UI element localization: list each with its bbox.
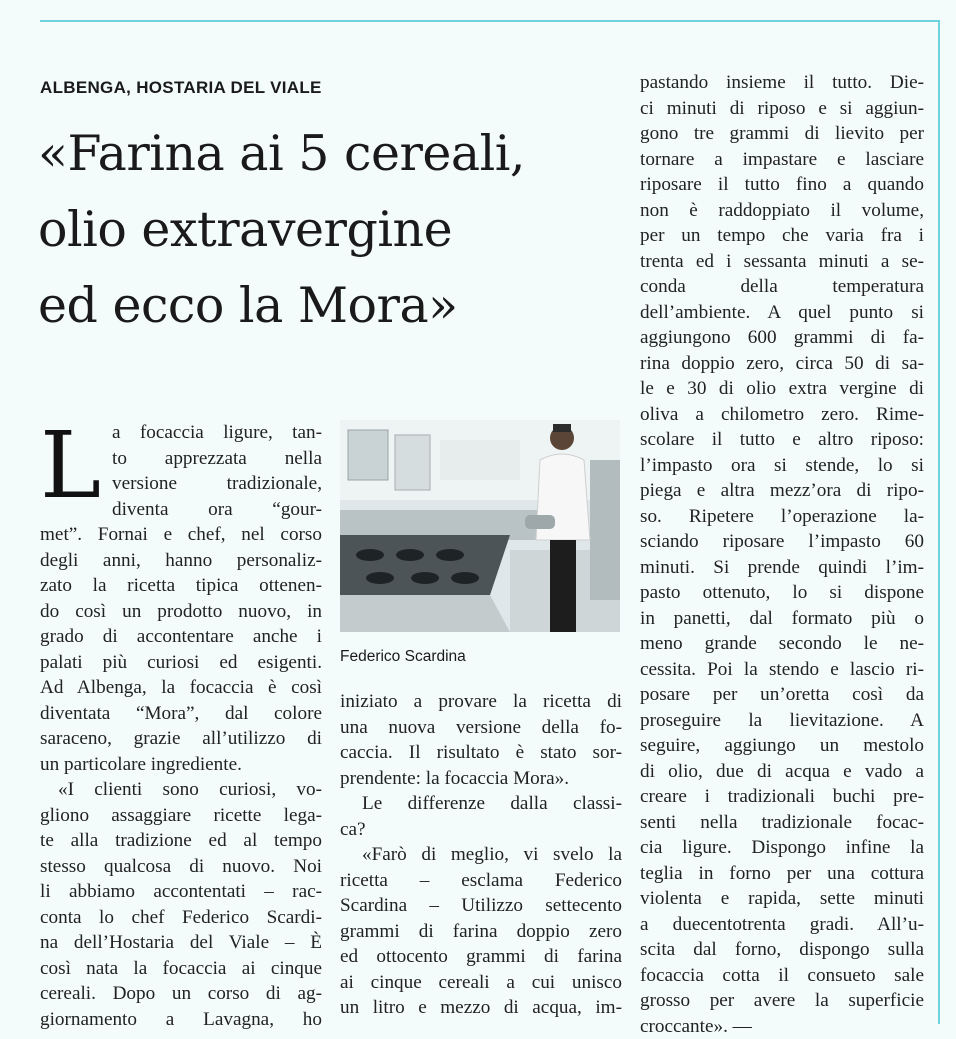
- text-line: Le differenze dalla classi-: [340, 791, 622, 817]
- text-line: li abbiamo accontentati – rac-: [40, 879, 322, 905]
- text-line: seguire, aggiungo un mestolo: [640, 733, 924, 759]
- text-line: l’impasto ora si stende, lo si: [640, 453, 924, 479]
- text-line: gono tre grammi di lievito per: [640, 121, 924, 147]
- text-line: tornare a impastare e lasciare: [640, 147, 924, 173]
- text-line: to apprezzata nella: [40, 446, 322, 472]
- text-line: Scardina – Utilizzo settecento: [340, 893, 622, 919]
- text-line: le e 30 di olio extra vergine di: [640, 376, 924, 402]
- text-line: cia ligure. Dispongo infine la: [640, 835, 924, 861]
- text-line: croccante». —: [640, 1014, 924, 1039]
- text-line: versione tradizionale,: [40, 471, 322, 497]
- kitchen-photo-illustration: [340, 420, 620, 632]
- text-line: na dell’Hostaria del Viale – È: [40, 930, 322, 956]
- text-line: ci minuti di riposo e si aggiun-: [640, 96, 924, 122]
- text-line: caccia. Il risultato è stato sor-: [340, 740, 622, 766]
- text-line: riposare il tutto fino a quando: [640, 172, 924, 198]
- headline-line: olio extravergine: [38, 192, 628, 268]
- text-line: giornamento a Lavagna, ho: [40, 1007, 322, 1033]
- text-line: a duecentotrenta gradi. All’u-: [640, 912, 924, 938]
- article-kicker: ALBENGA, HOSTARIA DEL VIALE: [40, 78, 322, 98]
- text-line: pastando insieme il tutto. Die-: [640, 70, 924, 96]
- text-line: «I clienti sono curiosi, vo-: [40, 777, 322, 803]
- text-line: «Farò di meglio, vi svelo la: [340, 842, 622, 868]
- text-line: rina doppio zero, circa 50 di sa-: [640, 351, 924, 377]
- text-line: iniziato a provare la ricetta di: [340, 689, 622, 715]
- text-line: cereali. Dopo un corso di ag-: [40, 981, 322, 1007]
- text-line: pasto ottenuto, lo si dispone: [640, 580, 924, 606]
- text-line: non è raddoppiato il volume,: [640, 198, 924, 224]
- text-line: così nata la focaccia ai cinque: [40, 956, 322, 982]
- article-column-2: [340, 689, 622, 1021]
- text-line: in panetti, dal formato più o: [640, 606, 924, 632]
- page-frame-top: [40, 20, 940, 22]
- text-line: meno grande secondo le ne-: [640, 631, 924, 657]
- text-line: zato la ricetta tipica ottenen-: [40, 573, 322, 599]
- text-line: dell’ambiente. A quel punto si: [640, 300, 924, 326]
- text-line: scita dal forno, dispongo sulla: [640, 937, 924, 963]
- text-line: cessita. Poi la stendo e lascio ri-: [640, 657, 924, 683]
- text-line: Ad Albenga, la focaccia è così: [40, 675, 322, 701]
- text-line: una nuova versione della fo-: [340, 715, 622, 741]
- text-line: palati più curiosi ed esigenti.: [40, 650, 322, 676]
- text-line: degli anni, hanno personaliz-: [40, 548, 322, 574]
- text-line: a focaccia ligure, tan-: [40, 420, 322, 446]
- text-line: ricetta – esclama Federico: [340, 868, 622, 894]
- text-line: oliva a chilometro zero. Rime-: [640, 402, 924, 428]
- text-line: focaccia cotta il consueto sale: [640, 963, 924, 989]
- text-line: te alla tradizione ed al tempo: [40, 828, 322, 854]
- text-line: met”. Fornai e chef, nel corso: [40, 522, 322, 548]
- text-line: scolare il tutto e altro riposo:: [640, 427, 924, 453]
- headline-line: ed ecco la Mora»: [38, 268, 628, 344]
- photo-caption: Federico Scardina: [340, 648, 466, 666]
- text-line: gliono assaggiare ricette lega-: [40, 803, 322, 829]
- drop-cap: L: [40, 420, 101, 512]
- text-line: ai cinque cereali a cui unisco: [340, 970, 622, 996]
- text-line: prendente: la focaccia Mora».: [340, 766, 622, 792]
- text-line: senti nella tradizionale focac-: [640, 810, 924, 836]
- text-line: un litro e mezzo di acqua, im-: [340, 995, 622, 1021]
- text-line: posare per un’oretta così da: [640, 682, 924, 708]
- text-line: per un tempo che varia fra i: [640, 223, 924, 249]
- text-line: teglia in forno per una cottura: [640, 861, 924, 887]
- text-line: di olio, due di acqua e vado a: [640, 759, 924, 785]
- text-line: saraceno, grazie all’utilizzo di: [40, 726, 322, 752]
- text-line: so. Ripetere l’operazione la-: [640, 504, 924, 530]
- article-headline: [38, 116, 628, 344]
- text-line: aggiungono 600 grammi di fa-: [640, 325, 924, 351]
- text-line: minuti. Si prende quindi l’im-: [640, 555, 924, 581]
- text-line: do così un prodotto nuovo, in: [40, 599, 322, 625]
- text-line: violenta e rapida, sette minuti: [640, 886, 924, 912]
- text-line: ed ottocento grammi di farina: [340, 944, 622, 970]
- page-frame-right: [938, 20, 940, 1024]
- text-line: ca?: [340, 817, 622, 843]
- text-line: diventata “Mora”, dal colore: [40, 701, 322, 727]
- text-line: diventa ora “gour-: [40, 497, 322, 523]
- text-line: sciando riposare l’impasto 60: [640, 529, 924, 555]
- text-line: conda della temperatura: [640, 274, 924, 300]
- headline-line: «Farina ai 5 cereali,: [38, 116, 628, 192]
- text-line: piega e altra mezz’ora di ripo-: [640, 478, 924, 504]
- text-line: proseguire la lievitazione. A: [640, 708, 924, 734]
- article-column-3: [640, 70, 924, 1039]
- text-line: grosso per avere la superficie: [640, 988, 924, 1014]
- text-line: grammi di farina doppio zero: [340, 919, 622, 945]
- text-line: stesso qualcosa di nuovo. Noi: [40, 854, 322, 880]
- text-line: un particolare ingrediente.: [40, 752, 322, 778]
- text-line: creare i tradizionali buchi pre-: [640, 784, 924, 810]
- article-column-1: [40, 420, 322, 1032]
- text-line: grado di accontentare anche i: [40, 624, 322, 650]
- text-line: conta lo chef Federico Scardi-: [40, 905, 322, 931]
- text-line: trenta ed i sessanta minuti a se-: [640, 249, 924, 275]
- chef-photo: [340, 420, 620, 632]
